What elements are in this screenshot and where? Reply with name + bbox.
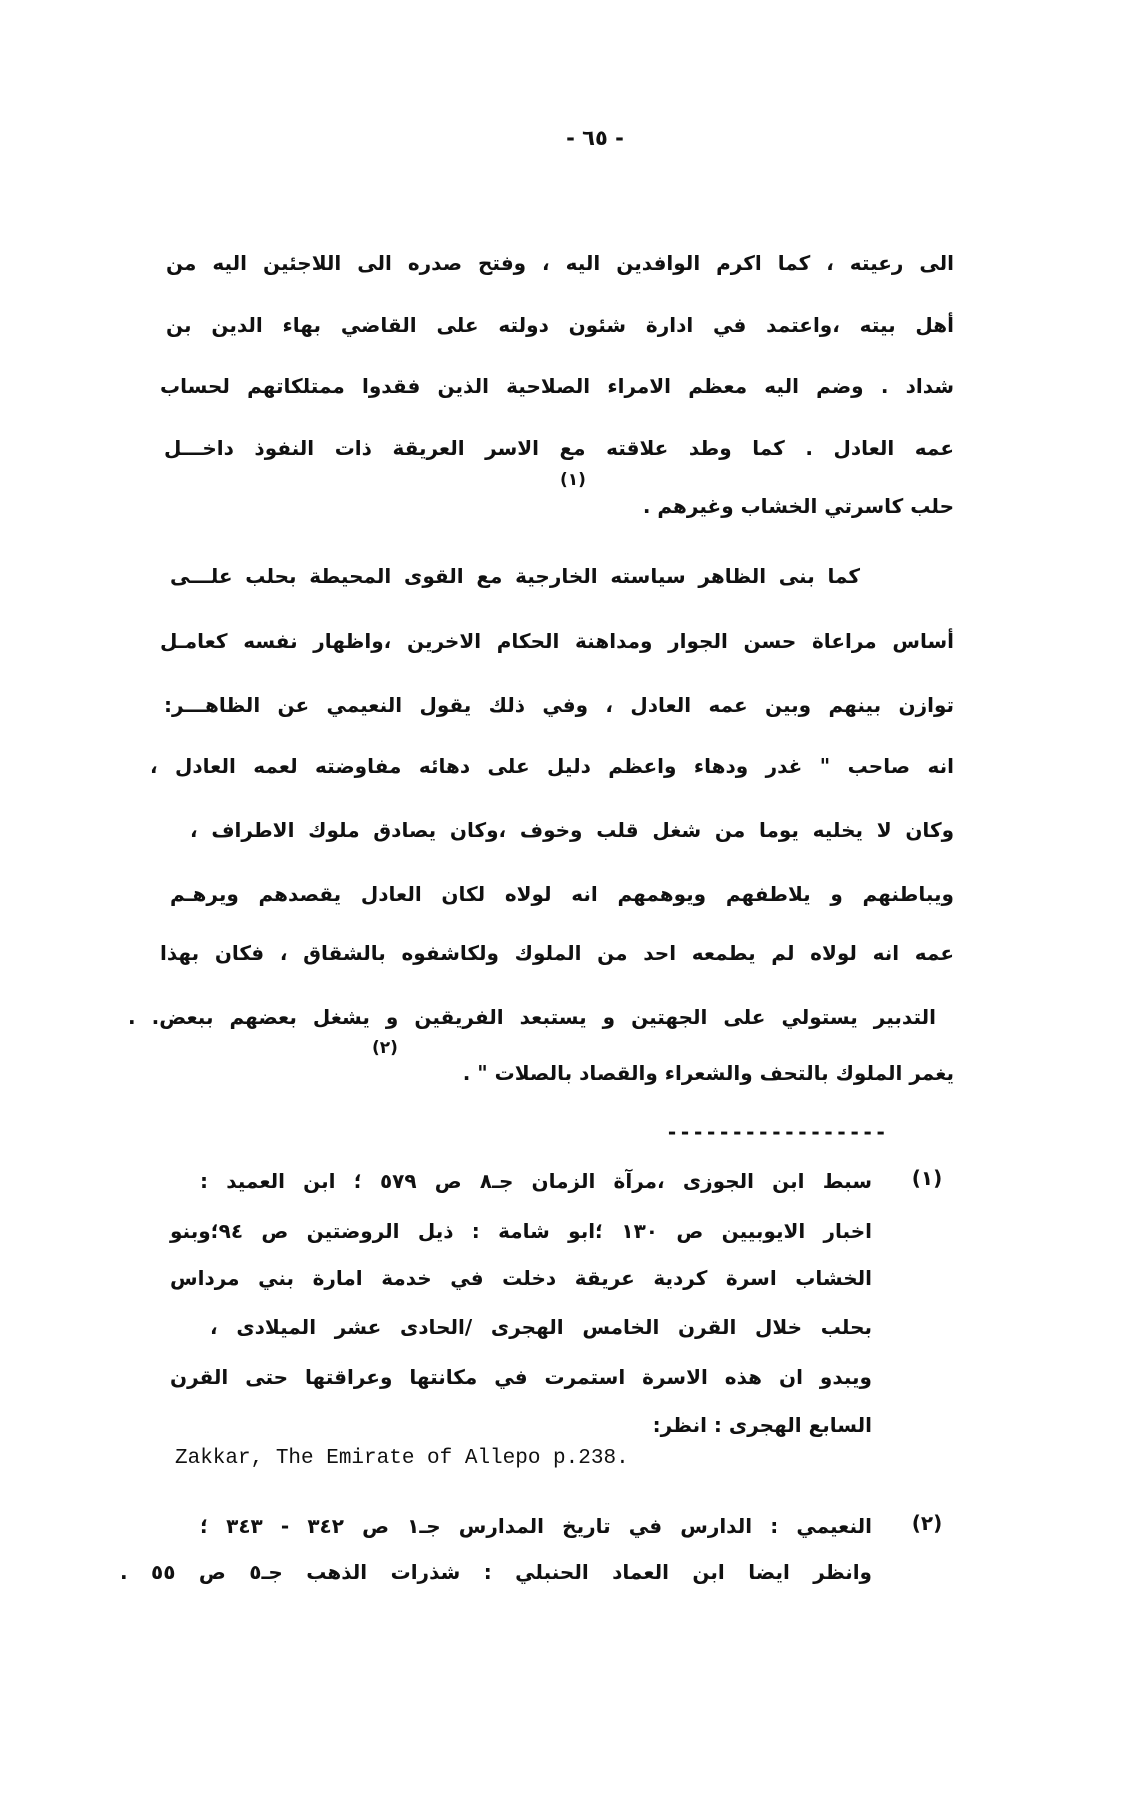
footnote-line: السابع الهجرى : انظر:	[652, 1413, 872, 1437]
footnote-line: اخبار الايوبيين ص ١٣٠ ؛ابو شامة : ذيل الروضتين ص ٩٤؛وبنو	[170, 1219, 872, 1243]
text-line: الى رعيته ، كما اكرم الوافدين اليه ، وفتح صدره الى اللاجئين اليه من	[166, 251, 954, 275]
footnote-marker: (١)	[911, 1166, 943, 1190]
footnote-reference-1[interactable]: (١)	[560, 470, 586, 490]
text-line: توازن بينهم وبين عمه العادل ، وفي ذلك يقول النعيمي عن الظاهـــر:	[164, 693, 954, 717]
text-line: كما بنى الظاهر سياسته الخارجية مع القوى المحيطة بحلب علـــى	[170, 564, 860, 588]
footnote-reference-2[interactable]: (٢)	[372, 1038, 398, 1058]
text-line: عمه انه لولاه لم يطمعه احد من الملوك ولكاشفوه بالشقاق ، فكان بهذا	[160, 941, 954, 965]
text-line: عمه العادل . كما وطد علاقته مع الاسر العريقة ذات النفوذ داخـــل	[164, 436, 954, 460]
text-line: ويباطنهم و يلاطفهم ويوهمهم انه لولاه لكان العادل يقصدهم ويرهـم	[170, 882, 954, 906]
text-line: وكان لا يخليه يوما من شغل قلب وخوف ،وكان يصادق ملوك الاطراف ،	[190, 818, 954, 842]
footnote-separator: -----------------	[666, 1120, 888, 1144]
footnote-line: ويبدو ان هذه الاسرة استمرت في مكانتها وعراقتها حتى القرن	[170, 1365, 872, 1389]
footnote-line: النعيمي : الدارس في تاريخ المدارس جـ١ ص ٣٤٢ - ٣٤٣ ؛	[200, 1514, 872, 1538]
text-line: التدبير يستولي على الجهتين و يستبعد الفريقين و يشغل بعضهم ببعض. .	[128, 1005, 936, 1029]
footnote-line: الخشاب اسرة كردية عريقة دخلت في خدمة امارة بني مرداس	[170, 1266, 872, 1290]
text-line: أهل بيته ،واعتمد في ادارة شئون دولته على القاضي بهاء الدين بن	[166, 313, 954, 337]
footnote-line: بحلب خلال القرن الخامس الهجرى /الحادى عشر الميلادى ،	[210, 1315, 872, 1339]
footnote-latin-citation: Zakkar, The Emirate of Allepo p.238.	[175, 1447, 629, 1470]
text-line: أساس مراعاة حسن الجوار ومداهنة الحكام الاخرين ،واظهار نفسه كعامـل	[160, 629, 954, 653]
page-number: - ٦٥ -	[566, 126, 624, 150]
text-line: شداد . وضم اليه معظم الامراء الصلاحية الذين فقدوا ممتلكاتهم لحساب	[160, 374, 954, 398]
footnote-line: وانظر ايضا ابن العماد الحنبلي : شذرات الذهب جـ٥ ص ٥٥ .	[120, 1560, 872, 1584]
text-line: انه صاحب " غدر ودهاء واعظم دليل على دهائه مفاوضته لعمه العادل ،	[150, 754, 954, 778]
footnote-marker: (٢)	[911, 1511, 943, 1535]
footnote-line: سبط ابن الجوزى ،مرآة الزمان جـ٨ ص ٥٧٩ ؛ ابن العميد :	[200, 1169, 872, 1193]
text-line: يغمر الملوك بالتحف والشعراء والقصاد بالصلات " .	[462, 1061, 954, 1085]
text-line: حلب كاسرتي الخشاب وغيرهم .	[642, 494, 954, 518]
